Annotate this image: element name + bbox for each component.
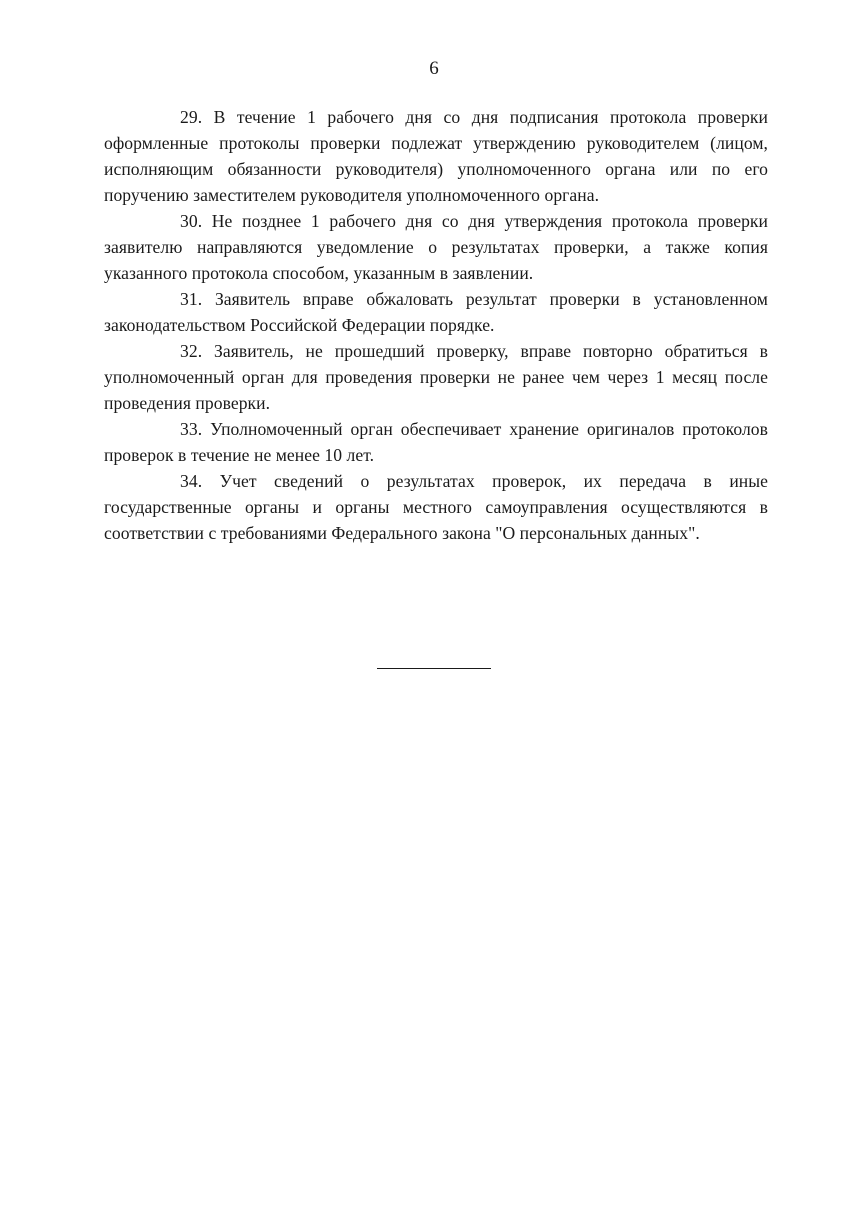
paragraph-30: 30. Не позднее 1 рабочего дня со дня утверждения протокола проверки заявителю направляются уведомление о результатах проверки, а также копия указанного протокола способом, указанным в заявлении. xyxy=(104,211,768,283)
paragraph-34: 34. Учет сведений о результатах проверок, их передача в иные государственные органы и органы местного самоуправления осуществляются в соответствии с требованиями Федерального закона "О персональных данных". xyxy=(104,471,768,543)
paragraph-29: 29. В течение 1 рабочего дня со дня подписания протокола проверки оформленные протоколы проверки подлежат утверждению руководителем (лицом, исполняющим обязанности руководителя) уполномоченного органа или по его поручению заместителем руководителя уполномоченного органа. xyxy=(104,107,768,205)
paragraph-32: 32. Заявитель, не прошедший проверку, вправе повторно обратиться в уполномоченный орган для проведения проверки не ранее чем через 1 месяц после проведения проверки. xyxy=(104,341,768,413)
document-body xyxy=(104,104,768,546)
paragraph-31: 31. Заявитель вправе обжаловать результат проверки в установленном законодательством Российской Федерации порядке. xyxy=(104,289,768,335)
end-separator-line xyxy=(377,668,491,669)
page-number: 6 xyxy=(429,58,439,79)
paragraph-33: 33. Уполномоченный орган обеспечивает хранение оригиналов протоколов проверок в течение не менее 10 лет. xyxy=(104,419,768,465)
